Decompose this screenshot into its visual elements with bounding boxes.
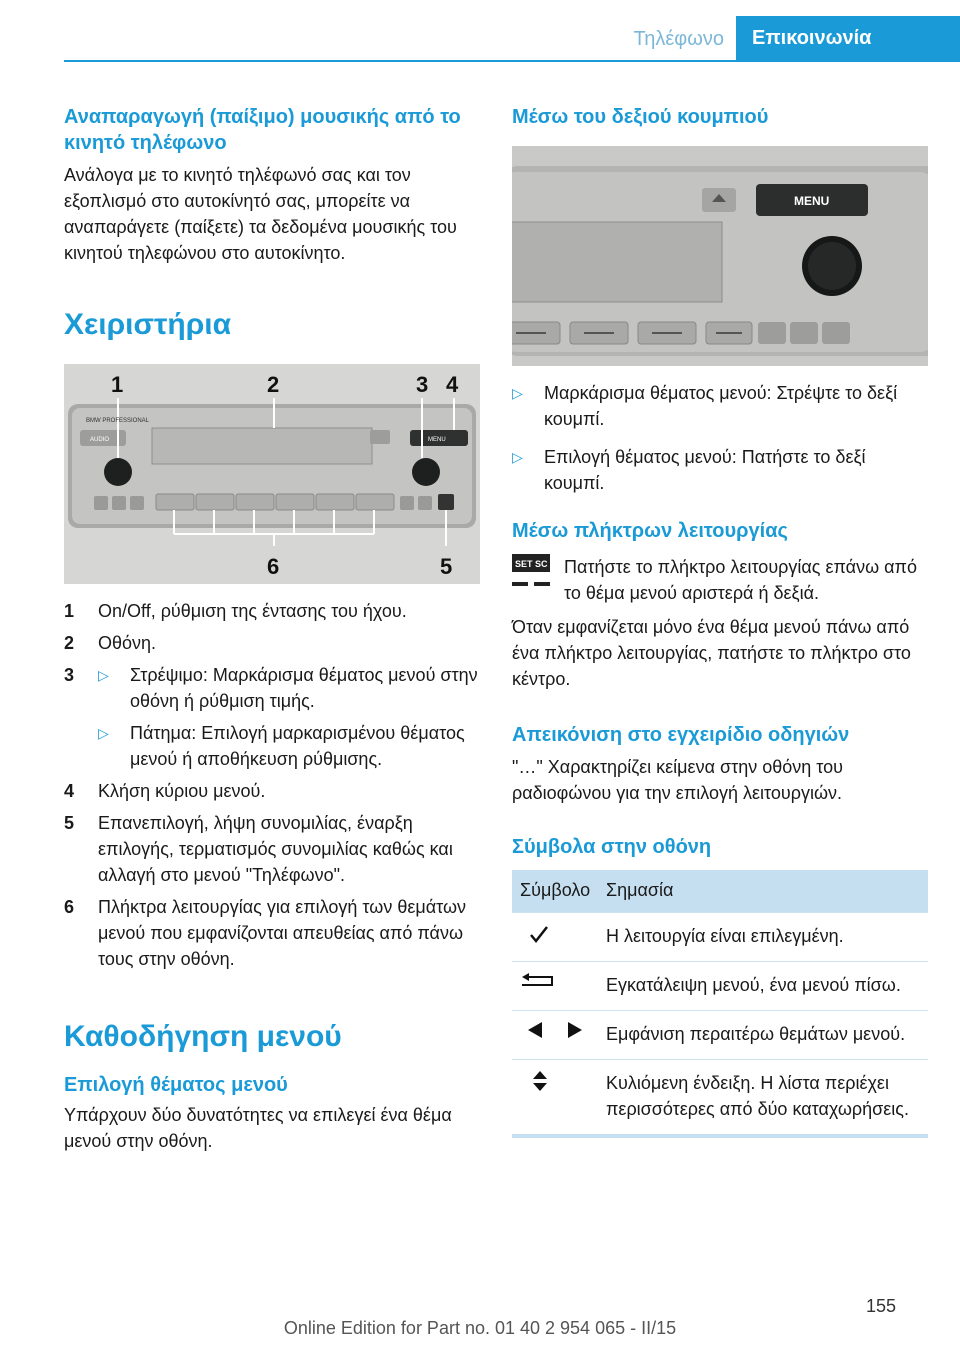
sub-item: ▷ Πάτημα: Επιλογή μαρκαρισμένου θέματος μενού ή αποθήκευση ρύθμισης. [98,720,480,772]
section-title-controls: Χειριστήρια [64,308,232,341]
symbols-table [512,870,928,1138]
callout-5: 5 [440,554,453,579]
triangle-bullet-icon: ▷ [512,449,523,465]
radio-knob-illustration [512,146,928,366]
table-header [512,870,928,912]
table-row: Κυλιόμενη ένδειξη. Η λίστα περιέχει περισσότερες από δύο καταχωρήσεις. [512,1059,928,1134]
page-number: 155 [865,1296,896,1316]
edition-footer: Online Edition for Part no. 01 40 2 954 065 - II/15 [283,1318,677,1338]
list-item: ▷ Μαρκάρισμα θέματος μενού: Στρέψτε το δεξί κουμπί. [512,380,928,432]
function-keys-instruction [512,554,928,606]
section-body-manual-display: "…" Χαρακτηρίζει κείμενα στην οθόνη του ραδιοφώνου για την επιλογή λειτουργιών. [512,757,843,803]
table-row: Εγκατάλειψη μενού, ένα μενού πίσω. [512,961,928,1010]
table-row: Εμφάνιση περαιτέρω θεμάτων μενού. [512,1010,928,1059]
list-item: 5 Επανεπιλογή, λήψη συνομιλίας, έναρξη επιλογής, τερματισμός συνομιλίας καθώς και αλλαγή στο μενού "Τηλέφωνο". [64,813,453,885]
radio-menu-label: MENU [794,194,830,208]
list-item: 4 Κλήση κύριου μενού. [64,781,266,801]
list-item: 1 On/Off, ρύθμιση της έντασης του ήχου. [64,601,407,621]
callout-2: 2 [267,372,280,397]
callout-6: 6 [267,554,280,579]
radio-menu-label: MENU [428,437,446,443]
section-title-right-knob: Μέσω του δεξιού κουμπιού [512,106,769,128]
list-item: ▷ Επιλογή θέματος μενού: Πατήστε το δεξί κουμπί. [512,444,928,496]
checkmark-icon [528,923,550,945]
callout-4: 4 [446,372,459,397]
controls-legend-list [64,598,480,972]
callout-1: 1 [111,372,124,397]
radio-brand-label: BMW PROFESSIONAL [86,418,150,424]
section-title-music-playback: Αναπαραγωγή (παίξιμο) μουσικής από το κινητό τηλέφωνο [64,106,461,154]
triangle-bullet-icon: ▷ [98,725,109,741]
radio-controls-illustration [64,364,480,584]
section-body-select-menu-item: Υπάρχουν δύο δυνατότητες να επιλεγεί ένα θέμα μενού στην οθόνη. [64,1105,452,1151]
section-title-menu-navigation: Καθοδήγηση μενού [64,1020,342,1053]
list-item: 3 ▷ Στρέψιμο: Μαρκάρισμα θέματος μενού στην οθόνη ή ρύθμιση τιμής. ▷ Πάτημα: Επιλογή μαρκαρισμένου θέματος μενού ή αποθήκευση ρύθμισης. [64,662,480,778]
back-arrow-icon [520,972,554,988]
header-divider [64,60,960,62]
svg-text:SET SC: SET SC [515,559,548,569]
triangle-bullet-icon: ▷ [512,385,523,401]
sub-item: ▷ Στρέψιμο: Μαρκάρισμα θέματος μενού στην οθόνη ή ρύθμιση τιμής. [98,662,480,714]
radio-audio-label: AUDIO [90,437,110,443]
table-row: Η λειτουργία είναι επιλεγμένη. [512,912,928,961]
tab-telephone[interactable]: Τηλέφωνο [633,28,724,50]
function-keys-line: Πατήστε το πλήκτρο λειτουργίας επάνω από το θέμα μενού αριστερά ή δεξιά. [564,557,917,603]
table-header-symbol: Σύμβολο [520,880,591,900]
table-header-meaning: Σημασία [606,880,674,900]
section-title-select-menu-item: Επιλογή θέματος μενού [64,1074,288,1096]
list-item: 6 Πλήκτρα λειτουργίας για επιλογή των θεμάτων μενού που εμφανίζονται απευθείας από πάνω τους στην οθόνη. [64,897,467,969]
callout-3: 3 [416,372,429,397]
function-keys-body: Όταν εμφανίζεται μόνο ένα θέμα μενού πάνω από ένα πλήκτρο λειτουργίας, πατήστε το πλήκτρο στο κέντρο. [512,617,911,689]
right-column [512,104,928,1138]
radio-knob-photo [512,146,928,366]
knob-bullet-list [512,380,928,496]
function-key-icon [512,554,550,594]
section-title-function-keys: Μέσω πλήκτρων λειτουργίας [512,520,788,542]
up-down-arrows-icon [532,1070,548,1092]
tab-communication[interactable]: Επικοινωνία [736,16,960,60]
left-right-arrows-icon [526,1021,584,1039]
section-title-screen-symbols: Σύμβολα στην οθόνη [512,836,712,858]
left-column [64,104,480,1154]
radio-controls-photo [64,364,480,584]
triangle-bullet-icon: ▷ [98,667,109,683]
section-body-music-playback: Ανάλογα με το κινητό τηλέφωνό σας και τον εξοπλισμό στο αυτοκίνητό σας, μπορείτε να αναπαράγετε (παίξετε) τα δεδομένα μουσικής του κινητού τηλεφώνου στο αυτοκίνητο. [64,165,457,263]
page-header [0,0,960,62]
list-item: 2 Οθόνη. [64,633,157,653]
section-title-manual-display: Απεικόνιση στο εγχειρίδιο οδηγιών [512,724,850,746]
